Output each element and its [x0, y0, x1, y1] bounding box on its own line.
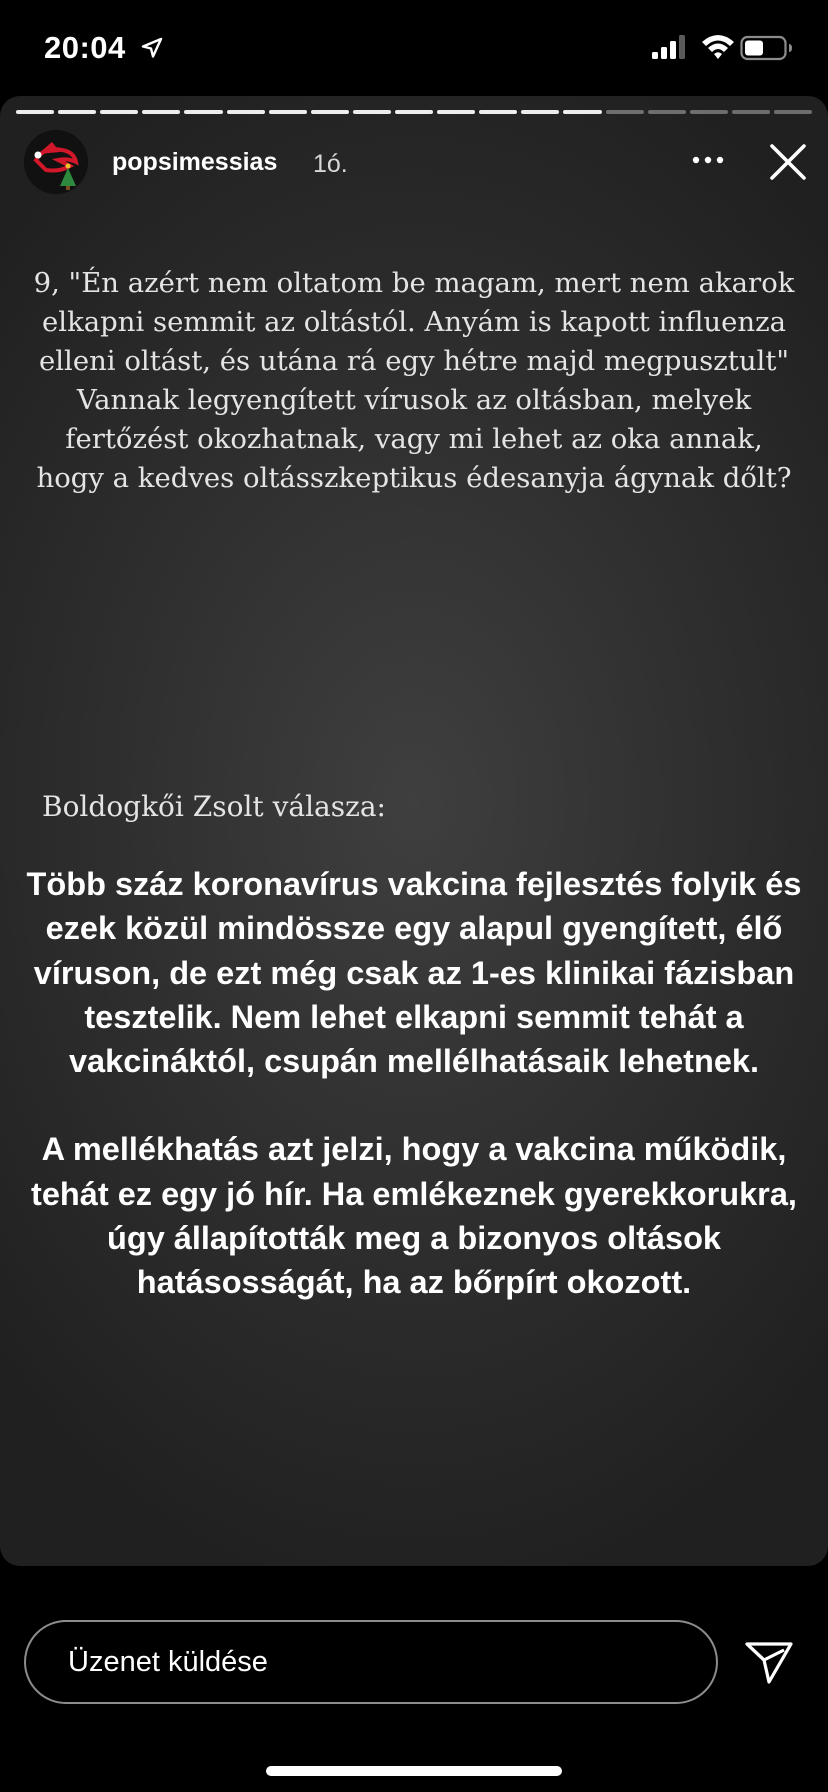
paper-plane-send-icon[interactable] [744, 1640, 794, 1686]
progress-segment [774, 110, 812, 114]
message-input[interactable] [24, 1620, 718, 1704]
close-icon[interactable] [768, 142, 808, 182]
answer-paragraph-2: A mellékhatás azt jelzi, hogy a vakcina működik, tehát ez egy jó hír. Ha emlékeznek gyerekkorukra, úgy állapították meg a bizonyos oltások hatásosságát, ha az bőrpírt okozott. [31, 1131, 797, 1301]
location-arrow-icon [140, 36, 164, 60]
story-answer [14, 862, 814, 1305]
progress-segment [732, 110, 770, 114]
progress-segment [563, 110, 601, 114]
progress-segment [58, 110, 96, 114]
story-question [30, 264, 798, 498]
progress-segment [142, 110, 180, 114]
progress-segment [269, 110, 307, 114]
progress-segment [353, 110, 391, 114]
author-avatar[interactable] [24, 130, 88, 194]
question-text: Vannak legyengített vírusok az oltásban, melyek fertőzést okozhatnak, vagy mi lehet az oka annak, hogy a kedves oltásszkeptikus édesanyja ágynak dőlt? [36, 384, 792, 494]
author-username[interactable]: popsimessias [112, 148, 278, 176]
progress-segment [184, 110, 222, 114]
battery-icon [740, 34, 794, 62]
progress-segment [690, 110, 728, 114]
progress-segment [16, 110, 54, 114]
progress-segment [521, 110, 559, 114]
status-bar [0, 0, 828, 96]
story-card[interactable] [0, 96, 828, 1566]
progress-segment [395, 110, 433, 114]
cellular-signal-icon [650, 34, 690, 60]
avatar-image [24, 130, 88, 194]
more-options-icon[interactable] [688, 148, 728, 172]
progress-segment [100, 110, 138, 114]
status-time: 20:04 [44, 30, 126, 65]
answer-paragraph-1: Több száz koronavírus vakcina fejlesztés folyik és ezek közül mindössze egy alapul gyengített, élő víruson, de ezt még csak az 1-es klinikai fázisban tesztelik. Nem lehet elkapni semmit tehát a vakcináktól, csupán mellélhatásaik lehetnek. [26, 866, 802, 1080]
answer-label: Boldogkői Zsolt válasza: [42, 790, 386, 823]
story-progress-bar [16, 110, 812, 114]
question-quote: 9, "Én azért nem oltatom be magam, mert nem akarok elkapni semmit az oltástól. Anyám is kapott influenza elleni oltást, és utána rá egy hétre majd megpusztult" [33, 267, 795, 377]
progress-segment [437, 110, 475, 114]
progress-segment [479, 110, 517, 114]
progress-segment [227, 110, 265, 114]
home-indicator[interactable] [266, 1766, 562, 1776]
progress-segment [311, 110, 349, 114]
story-timestamp: 1ó. [313, 150, 348, 178]
progress-segment [606, 110, 644, 114]
wifi-icon [700, 32, 736, 62]
message-input-placeholder: Üzenet küldése [68, 1646, 268, 1678]
paragraph-spacer [14, 1083, 814, 1127]
progress-segment [648, 110, 686, 114]
